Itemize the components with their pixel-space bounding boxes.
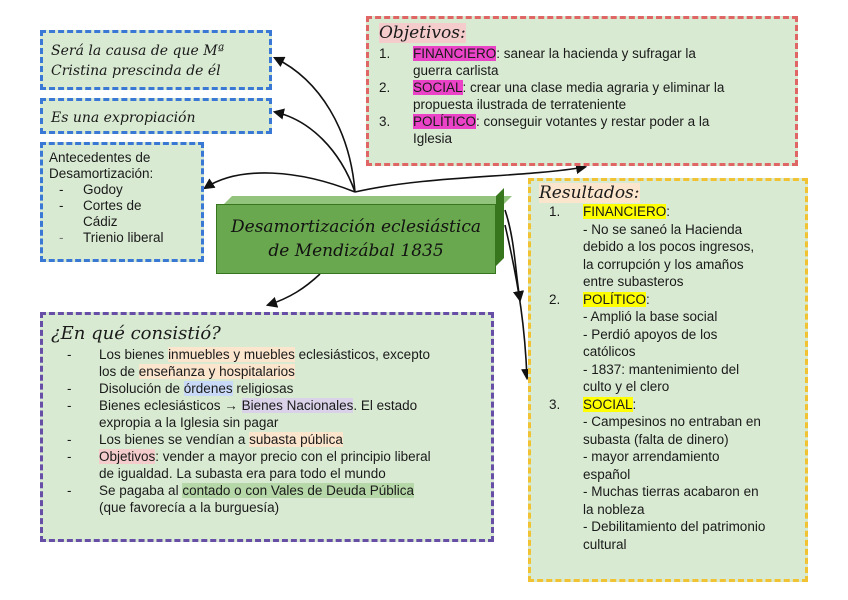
consistio-item-objetivos: - Objetivos: vender a mayor precio con el principio liberal de igualdad. La subasta era para todo el mundo [67, 449, 431, 481]
resultados-title: Resultados: [539, 183, 640, 203]
consistio-item-subasta: - Los bienes se vendían a subasta pública [67, 432, 343, 447]
objetivo-politico: 3. POLÍTICO: conseguir votantes y restar poder a la Iglesia [379, 114, 710, 146]
objetivos-box [366, 16, 798, 166]
antecedentes-box: Antecedentes de Desamortización: - Godoy - Cortes de Cádiz - Trienio liberal [40, 142, 204, 262]
consistio-item-disolucion: - Disolución de órdenes religiosas [67, 381, 294, 396]
arrow-to-antecedentes [205, 173, 355, 192]
expropiacion-box [40, 98, 272, 134]
arrow-to-consistio [268, 274, 320, 305]
antecedentes-title-1: Antecedentes de [49, 150, 151, 165]
causa-line-2: Cristina prescinda de él [51, 63, 221, 79]
antecedente-cortes: Cortes de [83, 198, 142, 213]
consistio-title: ¿En qué consistió? [51, 323, 221, 344]
arrow-to-resultados-2 [505, 225, 527, 378]
central-topic [216, 196, 506, 274]
causa-box [40, 30, 272, 90]
consistio-item-nacionales: - Bienes eclesiásticos → Bienes Nacionales. El estado expropia a la Iglesia sin pagar [67, 398, 418, 430]
expropiacion-text: Es una expropiación [51, 110, 196, 126]
causa-line-1: Será la causa de que Mª [51, 43, 225, 59]
objetivos-title: Objetivos: [379, 23, 466, 43]
resultado-financiero: 1. FINANCIERO: - No se saneó la Hacienda debido a los pocos ingresos, la corrupción y los amaños entre subasteros [549, 204, 755, 289]
arrow-to-causa [275, 58, 355, 192]
central-topic-line-1: Desamortización eclesiástica [231, 217, 481, 237]
objetivo-social: 2. SOCIAL: crear una clase media agraria y eliminar la propuesta ilustrada de terrateniente [379, 80, 725, 112]
resultado-politico: 2. POLÍTICO: - Amplió la base social - Perdió apoyos de los católicos - 1837: mantenimiento del culto y el clero [549, 291, 740, 394]
antecedente-godoy: Godoy [83, 182, 123, 197]
resultados-box [528, 178, 808, 582]
consistio-item-pago: - Se pagaba al contado o con Vales de Deuda Pública (que favorecía a la burguesía) [67, 483, 414, 515]
antecedente-trienio: Trienio liberal [83, 230, 164, 245]
central-topic-line-2: de Mendizábal 1835 [268, 241, 444, 261]
antecedente-cadiz: Cádiz [83, 214, 118, 229]
objetivo-financiero: 1. FINANCIERO: sanear la hacienda y sufragar la guerra carlista [379, 46, 696, 78]
consistio-box [40, 312, 494, 542]
antecedentes-title-2: Desamortización: [49, 166, 154, 181]
consistio-item-bienes: - Los bienes inmuebles y muebles eclesiásticos, excepto los de enseñanza y hospitalarios [67, 347, 430, 379]
resultado-social: 3. SOCIAL: - Campesinos no entraban en subasta (falta de dinero) - mayor arrendamiento español - Muchas tierras acabaron en la nobleza - Debilitamiento del patrimonio cultural [549, 396, 766, 552]
